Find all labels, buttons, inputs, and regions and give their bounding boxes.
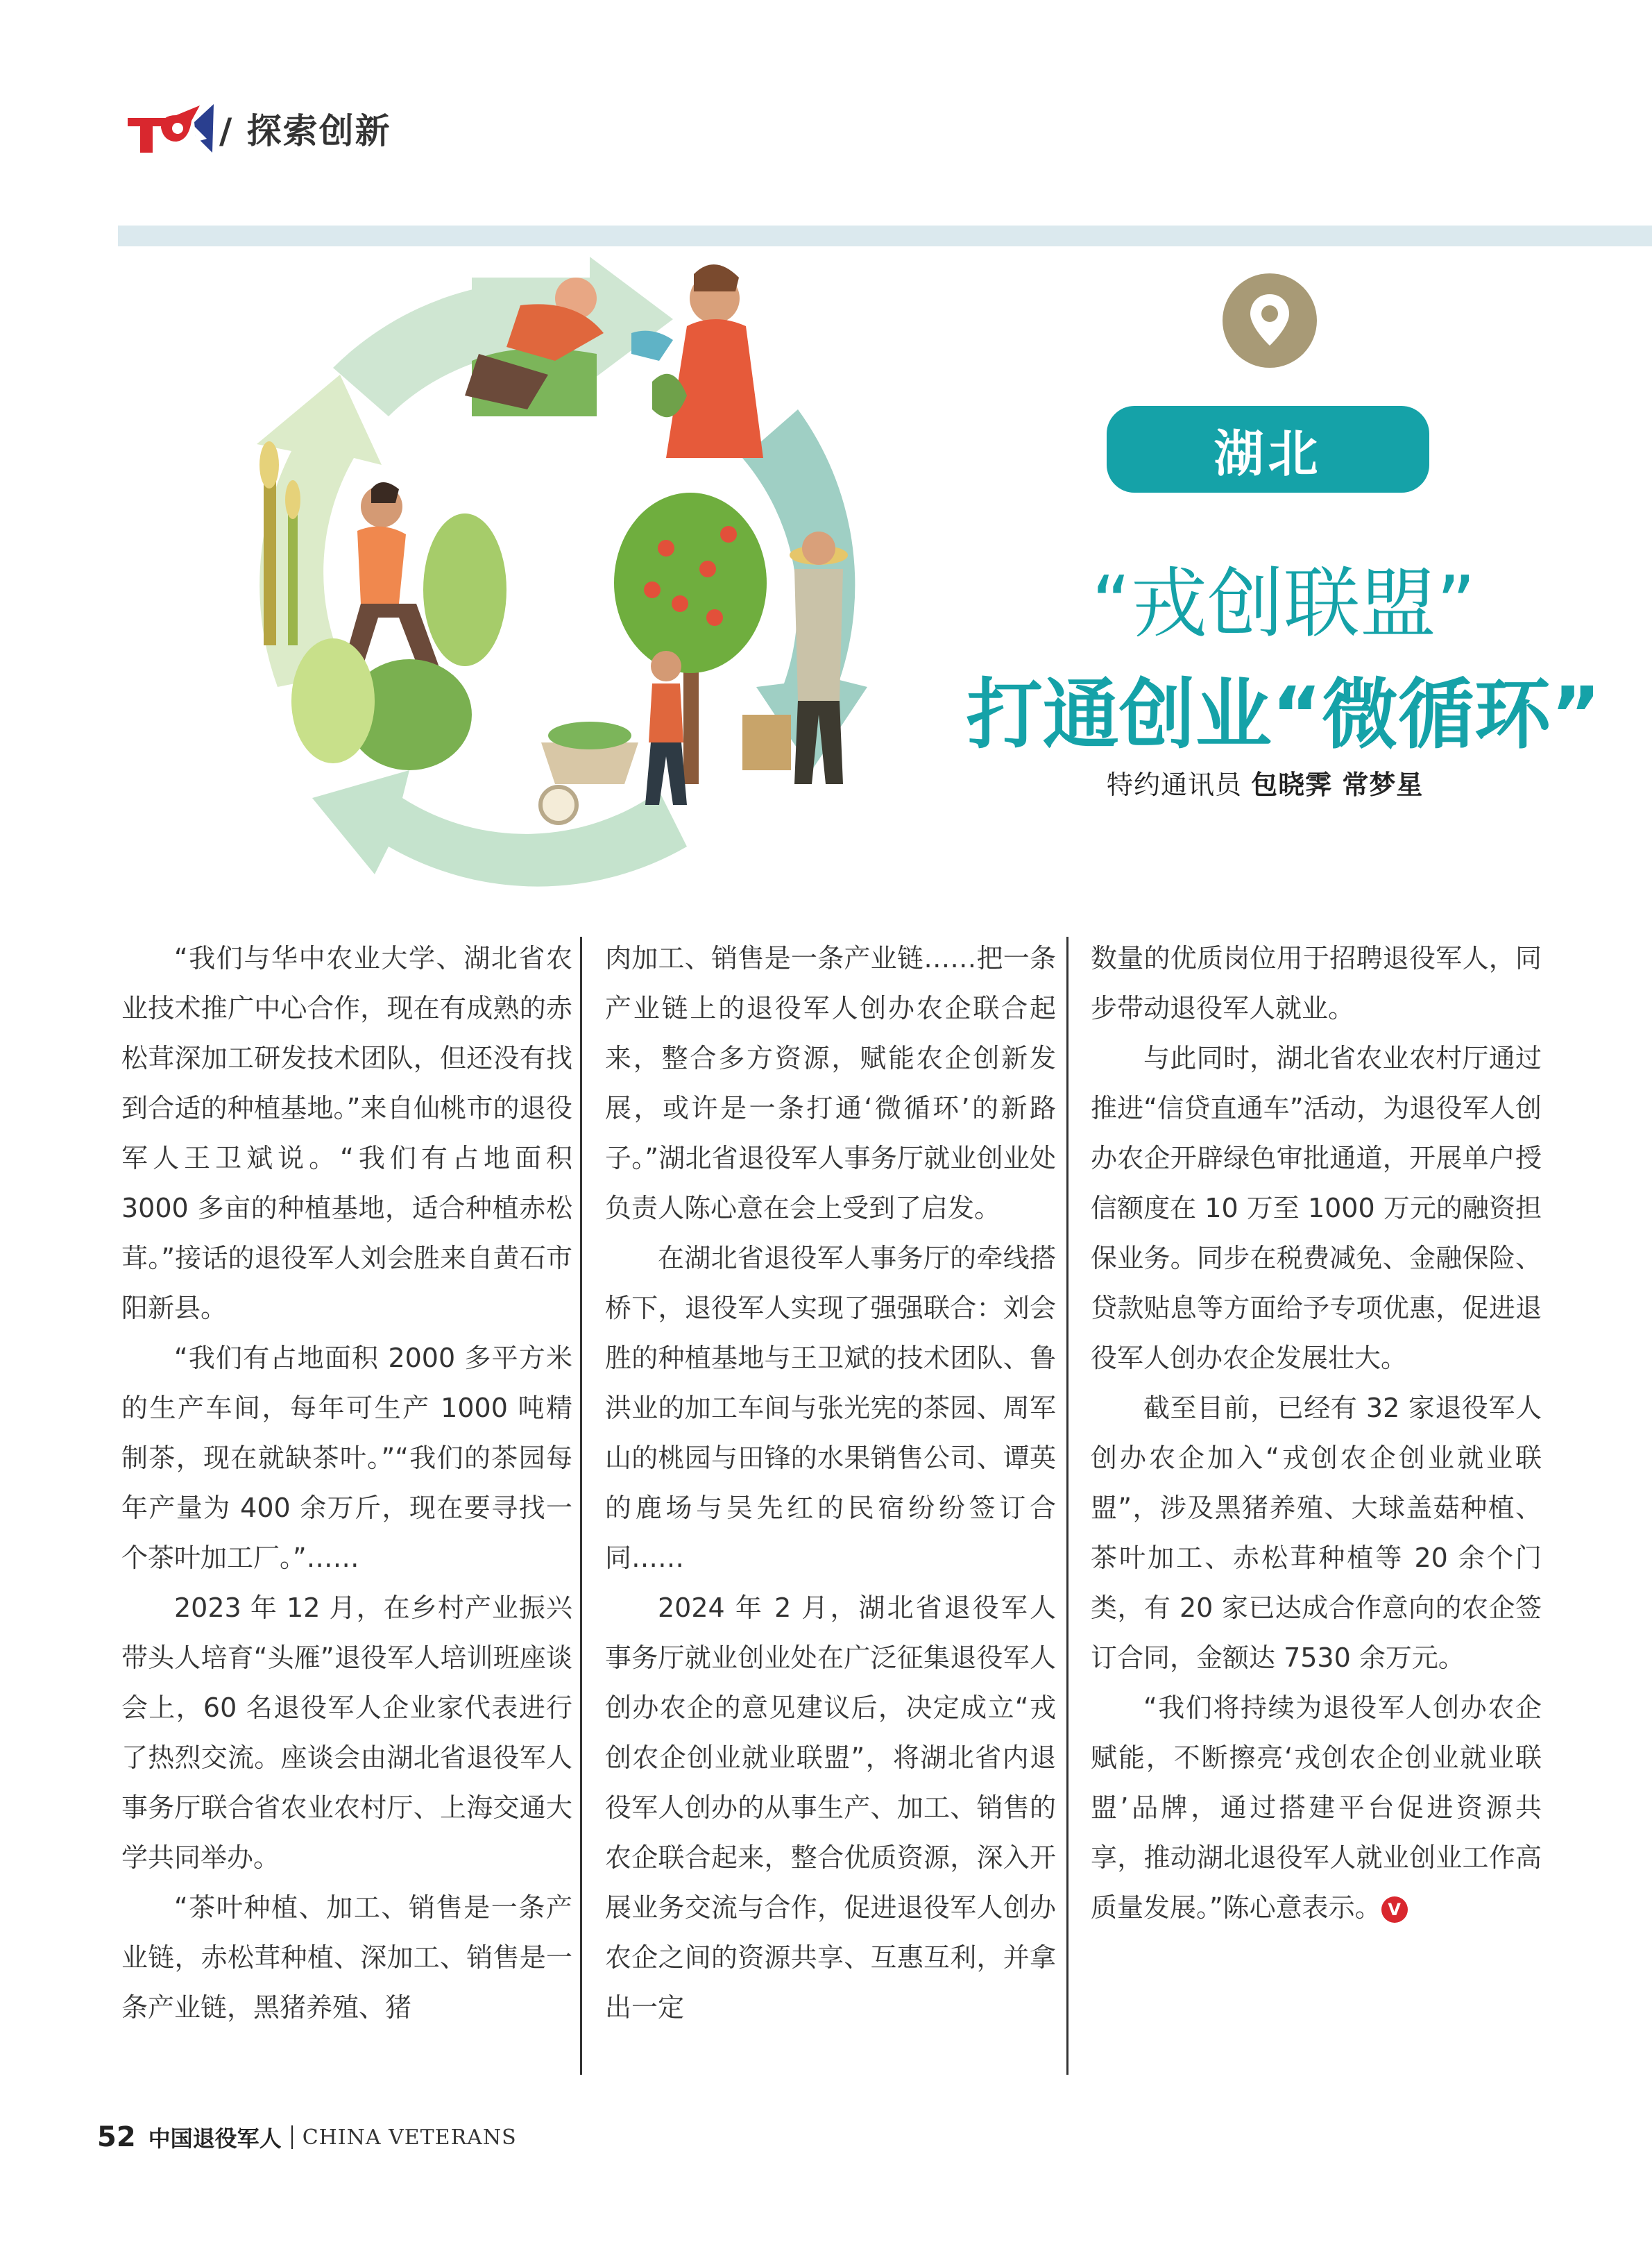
byline-label: 特约通讯员 — [1107, 770, 1243, 800]
paragraph: 数量的优质岗位用于招聘退役军人，同步带动退役军人就业。 — [1091, 943, 1542, 1024]
body-column-1 — [121, 933, 572, 2032]
cycle-illustration — [229, 257, 909, 944]
section-header — [125, 97, 391, 160]
location-pin-icon — [1221, 272, 1318, 369]
magazine-name-cn: 中国退役军人 — [148, 2125, 282, 2152]
page-number: 52 — [97, 2121, 136, 2153]
region-badge: 湖北 — [1107, 406, 1429, 493]
paragraph: 2024 年 2 月，湖北省退役军人事务厅就业创业处在广泛征集退役军人创办农企的意见建议后，决定成立“戎创农企创业就业联盟”，将湖北省内退役军人创办的从事生产、加工、销售的农企联合起来，整合优质资源，深入开展业务交流与合作，促进退役军人创办农企之间的资源共享、互惠互利，并拿出一定 — [605, 1593, 1056, 2023]
paragraph: “茶叶种植、加工、销售是一条产业链，赤松茸种植、深加工、销售是一条产业链，黑猪养殖、猪 — [121, 1892, 572, 2023]
byline — [1107, 763, 1509, 801]
paragraph: 截至目前，已经有 32 家退役军人创办农企加入“戎创农企创业就业联盟”，涉及黑猪养殖、大球盖菇种植、茶叶加工、赤松茸种植等 20 余个门类，有 20 家已达成合作意向的农企签订合同，金额达 7530 余万元。 — [1091, 1393, 1542, 1673]
magazine-logo-icon — [125, 97, 215, 160]
header-bar — [118, 226, 1652, 246]
magazine-name-en: CHINA VETERANS — [302, 2125, 517, 2150]
headline-line-2: 打通创业“微循环” — [966, 670, 1601, 759]
column-divider — [580, 937, 582, 2075]
paragraph: 与此同时，湖北省农业农村厅通过推进“信贷直通车”活动，为退役军人创办农企开辟绿色审批通道，开展单户授信额度在 10 万至 1000 万元的融资担保业务。同步在税费减免、金融保险、贷款贴息等方面给予专项优惠，促进退役军人创办农企发展壮大。 — [1091, 1043, 1542, 1373]
paragraph: “我们与华中农业大学、湖北省农业技术推广中心合作，现在有成熟的赤松茸深加工研发技术团队，但还没有找到合适的种植基地。”来自仙桃市的退役军人王卫斌说。“我们有占地面积 3000 多亩的种植基地，适合种植赤松茸。”接话的退役军人刘会胜来自黄石市阳新县。 — [121, 943, 572, 1323]
paragraph: 肉加工、销售是一条产业链……把一条产业链上的退役军人创办农企联合起来，整合多方资源，赋能农企创新发展，或许是一条打通‘微循环’的新路子。”湖北省退役军人事务厅就业创业处负责人陈心意在会上受到了启发。 — [605, 943, 1056, 1223]
end-mark-icon: V — [1381, 1896, 1408, 1923]
headline-line-1: “戎创联盟” — [1091, 559, 1476, 648]
byline-authors: 包晓霁 常梦星 — [1251, 770, 1424, 800]
page-footer — [97, 2116, 517, 2158]
paragraph: “我们有占地面积 2000 多平方米的生产车间，每年可生产 1000 吨精制茶，现在就缺茶叶。”“我们的茶园每年产量为 400 余万斤，现在要寻找一个茶叶加工厂。”…… — [121, 1343, 572, 1573]
footer-divider — [291, 2125, 293, 2149]
body-column-2 — [605, 933, 1056, 2032]
paragraph-final — [1091, 1683, 1542, 1933]
paragraph: 在湖北省退役军人事务厅的牵线搭桥下，退役军人实现了强强联合：刘会胜的种植基地与王卫斌的技术团队、鲁洪业的加工车间与张光宪的茶园、周军山的桃园与田锋的水果销售公司、谭英的鹿场与吴先红的民宿纷纷签订合同…… — [605, 1243, 1056, 1573]
body-column-3 — [1091, 933, 1542, 1933]
article-headline — [964, 548, 1603, 770]
paragraph-text: “我们将持续为退役军人创办农企赋能，不断擦亮‘戎创农企创业就业联盟’品牌，通过搭建平台促进资源共享，推动湖北退役军人就业创业工作高质量发展。”陈心意表示。 — [1091, 1692, 1542, 1923]
paragraph: 2023 年 12 月，在乡村产业振兴带头人培育“头雁”退役军人培训班座谈会上，60 名退役军人企业家代表进行了热烈交流。座谈会由湖北省退役军人事务厅联合省农业农村厅、上海交通大学共同举办。 — [121, 1593, 572, 1873]
section-title: / 探索创新 — [219, 111, 391, 151]
column-divider — [1066, 937, 1068, 2075]
